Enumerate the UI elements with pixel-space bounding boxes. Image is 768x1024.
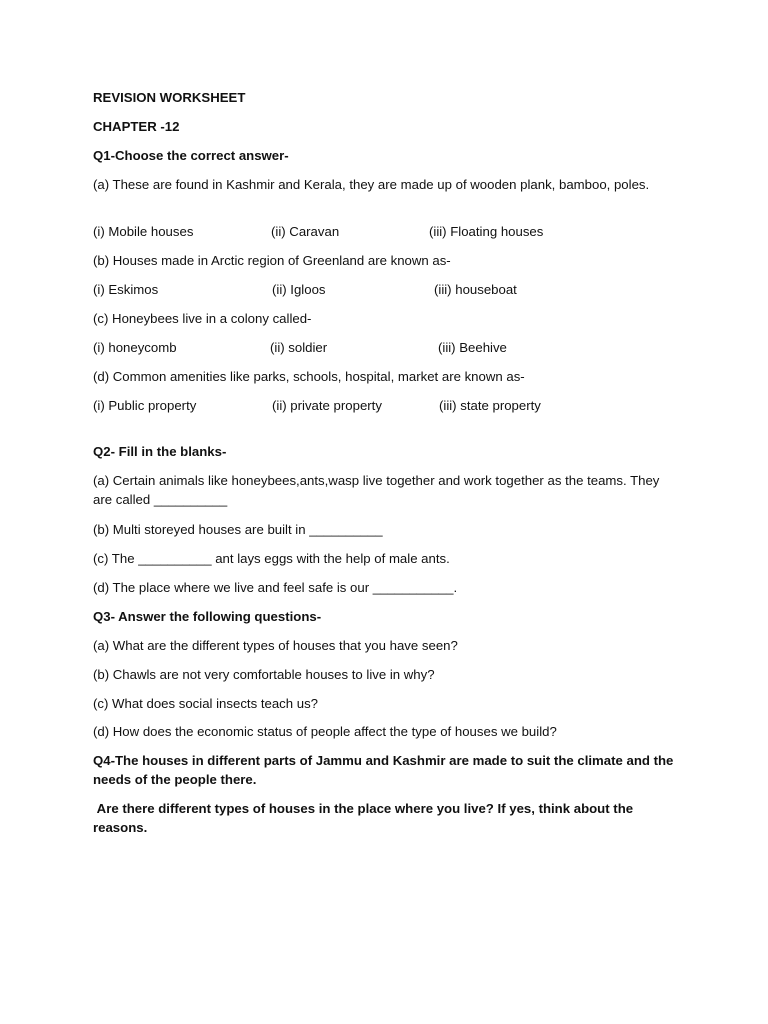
q1d-option-1: (i) Public property [93,398,197,413]
q1a-option-2: (ii) Caravan [271,224,340,239]
q1a-option-3: (iii) Floating houses [429,224,544,239]
q3-item-c: (c) What does social insects teach us? [93,696,319,711]
q1-question-a: (a) These are found in Kashmir and Kerala, they are made up of wooden plank, bamboo, poles. [93,177,650,192]
q1-heading: Q1-Choose the correct answer- [93,148,289,163]
q1c-option-2: (ii) soldier [270,340,328,355]
worksheet-title: REVISION WORKSHEET [93,90,246,105]
q1a-option-1: (i) Mobile houses [93,224,194,239]
q2-item-b: (b) Multi storeyed houses are built in __________ [93,522,383,537]
q1b-option-1: (i) Eskimos [93,282,159,297]
q1b-option-2: (ii) Igloos [272,282,326,297]
q1c-option-3: (iii) Beehive [438,340,507,355]
q1-question-c: (c) Honeybees live in a colony called- [93,311,312,326]
q1d-option-2: (ii) private property [272,398,382,413]
q3-item-d: (d) How does the economic status of people affect the type of houses we build? [93,724,557,739]
q2-item-d: (d) The place where we live and feel safe is our ___________. [93,580,458,595]
q2-heading: Q2- Fill in the blanks- [93,444,227,459]
q2-item-a: (a) Certain animals like honeybees,ants,wasp live together and work together as the teams. They are called __________ [93,473,660,507]
q3-heading: Q3- Answer the following questions- [93,609,322,624]
chapter-label: CHAPTER -12 [93,119,180,134]
q4-statement: Q4-The houses in different parts of Jammu and Kashmir are made to suit the climate and the needs of the people there. [93,753,674,787]
q1-question-d: (d) Common amenities like parks, schools, hospital, market are known as- [93,369,525,384]
q1d-option-3: (iii) state property [439,398,541,413]
q4-question: Are there different types of houses in the place where you live? If yes, think about the reasons. [93,801,637,835]
q2-item-c: (c) The __________ ant lays eggs with the help of male ants. [93,551,450,566]
q1b-option-3: (iii) houseboat [434,282,517,297]
q3-item-b: (b) Chawls are not very comfortable houses to live in why? [93,667,435,682]
q1c-option-1: (i) honeycomb [93,340,177,355]
q1-question-b: (b) Houses made in Arctic region of Greenland are known as- [93,253,451,268]
q3-item-a: (a) What are the different types of houses that you have seen? [93,638,458,653]
